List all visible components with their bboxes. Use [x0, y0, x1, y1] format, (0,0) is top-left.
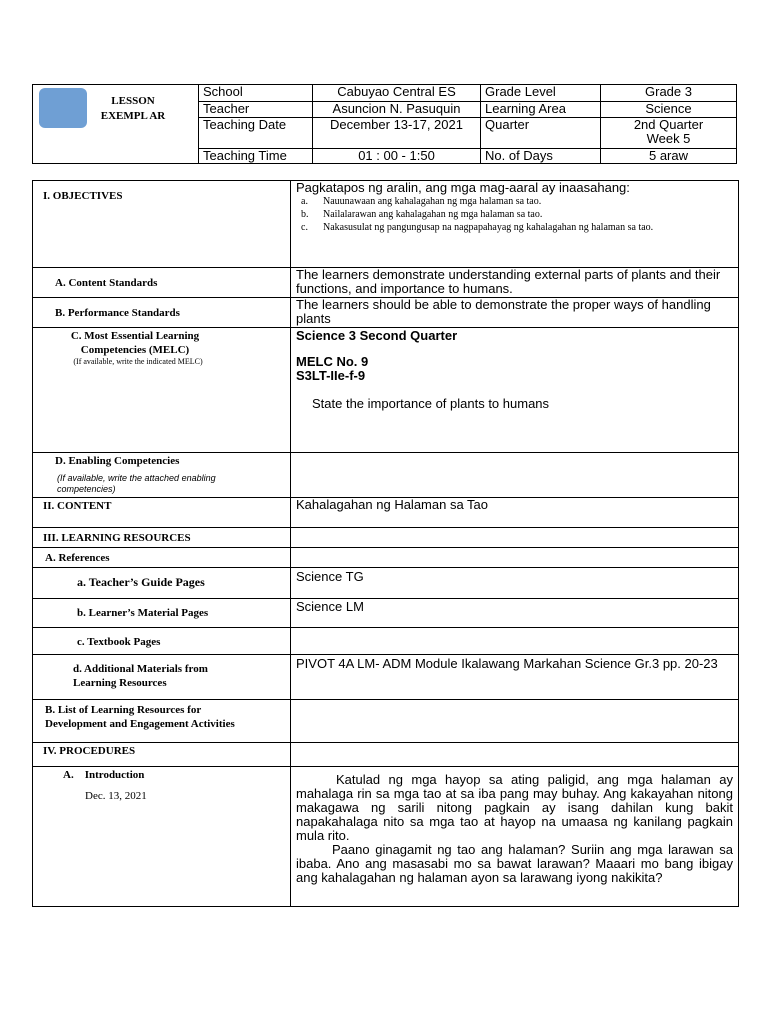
- table-row: [33, 628, 739, 655]
- learning-area-label: Learning Area: [481, 102, 601, 118]
- grade-level-label: Grade Level: [481, 85, 601, 102]
- objective-b-marker: b.: [301, 209, 309, 220]
- table-row: [33, 548, 739, 568]
- list-resources-value: [291, 700, 739, 743]
- grade-level-value: Grade 3: [601, 85, 737, 102]
- quarter-label: Quarter: [481, 118, 601, 149]
- introduction-para2: Paano ginagamit ng tao ang halaman? Suriin ang mga larawan sa ibaba. Ano ang masasabi mo sa bawat larawan? Maaari mo bang ibigay ang kahalagahan ng halaman ayon sa larawang iyong nakikita?: [296, 842, 733, 885]
- enabling-value: [291, 453, 739, 498]
- tg-value: Science TG: [291, 568, 739, 599]
- table-row: [33, 181, 739, 268]
- table-row: [33, 498, 739, 528]
- references-label: A. References: [33, 548, 291, 568]
- table-row: [33, 528, 739, 548]
- tg-label: a. Teacher’s Guide Pages: [33, 568, 291, 599]
- melc-line3: S3LT-IIe-f-9: [296, 368, 366, 383]
- objective-a-text: Nauunawaan ang kahalagahan ng mga halaman sa tao.: [323, 196, 542, 207]
- lesson-table: [32, 180, 739, 907]
- objective-c-marker: c.: [301, 222, 308, 233]
- teaching-time-value: 01 : 00 - 1:50: [313, 149, 481, 164]
- melc-cell: [291, 328, 739, 453]
- table-row: [33, 568, 739, 599]
- logo-cell: [33, 85, 199, 149]
- list-resources-label: B. List of Learning Resources for Development and Engagement Activities: [33, 700, 291, 743]
- header-table: [32, 84, 737, 164]
- content-value: Kahalagahan ng Halaman sa Tao: [291, 498, 739, 528]
- lm-value: Science LM: [291, 599, 739, 628]
- school-label: School: [199, 85, 313, 102]
- enabling-label-cell: [33, 453, 291, 498]
- introduction-cell: [291, 767, 739, 907]
- quarter-value: [601, 118, 737, 149]
- textbook-value: [291, 628, 739, 655]
- table-row: [33, 298, 739, 328]
- days-value: 5 araw: [601, 149, 737, 164]
- objectives-intro: Pagkatapos ng aralin, ang mga mag-aaral ay inaasahang:: [296, 180, 630, 195]
- content-label: II. CONTENT: [33, 498, 291, 528]
- additional-value: PIVOT 4A LM- ADM Module Ikalawang Markahan Science Gr.3 pp. 20-23: [291, 655, 739, 700]
- objective-c-text: Nakasusulat ng pangungusap na nagpapahayag ng kahalagahan ng halaman sa tao.: [323, 222, 654, 233]
- quarter-text: 2nd Quarter: [633, 117, 704, 132]
- textbook-label: c. Textbook Pages: [33, 628, 291, 655]
- objectives-label: I. OBJECTIVES: [33, 181, 291, 268]
- melc-line4: State the importance of plants to humans: [312, 396, 550, 411]
- teaching-date-label: Teaching Date: [199, 118, 313, 149]
- content-standards-value: The learners demonstrate understanding external parts of plants and their functions, and importance to humans.: [291, 268, 739, 298]
- content-standards-label: A. Content Standards: [33, 268, 291, 298]
- melc-note: (If available, write the indicated MELC): [73, 357, 203, 366]
- table-row: [33, 599, 739, 628]
- additional-label: d. Additional Materials from Learning Resources: [33, 655, 291, 700]
- objective-b-text: Nailalarawan ang kahalagahan ng mga halaman sa tao.: [323, 209, 543, 220]
- teacher-label: Teacher: [199, 102, 313, 118]
- learning-resources-label: III. LEARNING RESOURCES: [33, 528, 291, 548]
- introduction-label-cell: [33, 767, 291, 907]
- melc-label: C. Most Essential Learning Competencies (MELC): [70, 330, 200, 356]
- melc-label-cell: [33, 328, 291, 453]
- objectives-cell: [291, 181, 739, 268]
- school-value: Cabuyao Central ES: [313, 85, 481, 102]
- references-value: [291, 548, 739, 568]
- learning-area-value: Science: [601, 102, 737, 118]
- enabling-label: D. Enabling Competencies: [55, 455, 180, 467]
- table-row: [33, 743, 739, 767]
- melc-line2: MELC No. 9: [296, 354, 369, 369]
- teacher-value: Asuncion N. Pasuquin: [313, 102, 481, 118]
- logo-cell-bottom: [33, 149, 199, 164]
- enabling-note: (If available, write the attached enabling competencies): [57, 473, 216, 494]
- procedures-value: [291, 743, 739, 767]
- performance-standards-label: B. Performance Standards: [33, 298, 291, 328]
- procedures-label: IV. PROCEDURES: [33, 743, 291, 767]
- table-row: [33, 700, 739, 743]
- table-row: [33, 268, 739, 298]
- week-text: Week 5: [646, 131, 691, 146]
- teaching-date-value: December 13-17, 2021: [313, 118, 481, 149]
- table-row: [33, 767, 739, 907]
- lesson-title: LESSON EXEMPL AR: [100, 95, 166, 122]
- days-label: No. of Days: [481, 149, 601, 164]
- learning-resources-value: [291, 528, 739, 548]
- teaching-time-label: Teaching Time: [199, 149, 313, 164]
- performance-standards-value: The learners should be able to demonstrate the proper ways of handling plants: [291, 298, 739, 328]
- table-row: [33, 328, 739, 453]
- introduction-date: Dec. 13, 2021: [85, 790, 147, 802]
- melc-line1: Science 3 Second Quarter: [296, 328, 458, 343]
- table-row: [33, 655, 739, 700]
- table-row: [33, 453, 739, 498]
- objective-a-marker: a.: [301, 196, 308, 207]
- introduction-para1: Katulad ng mga hayop sa ating paligid, ang mga halaman ay mahalaga rin sa mga tao at sa iba pang may buhay. Ang kakayahan nitong makagawa ng sarili nitong pagkain ay isang dahilan kung bakit napakahalaga nito sa mga tao at hayop na umaasa ng kanilang pagkain mula rito.: [296, 772, 733, 843]
- lm-label: b. Learner’s Material Pages: [33, 599, 291, 628]
- introduction-label: A. Introduction: [63, 769, 145, 781]
